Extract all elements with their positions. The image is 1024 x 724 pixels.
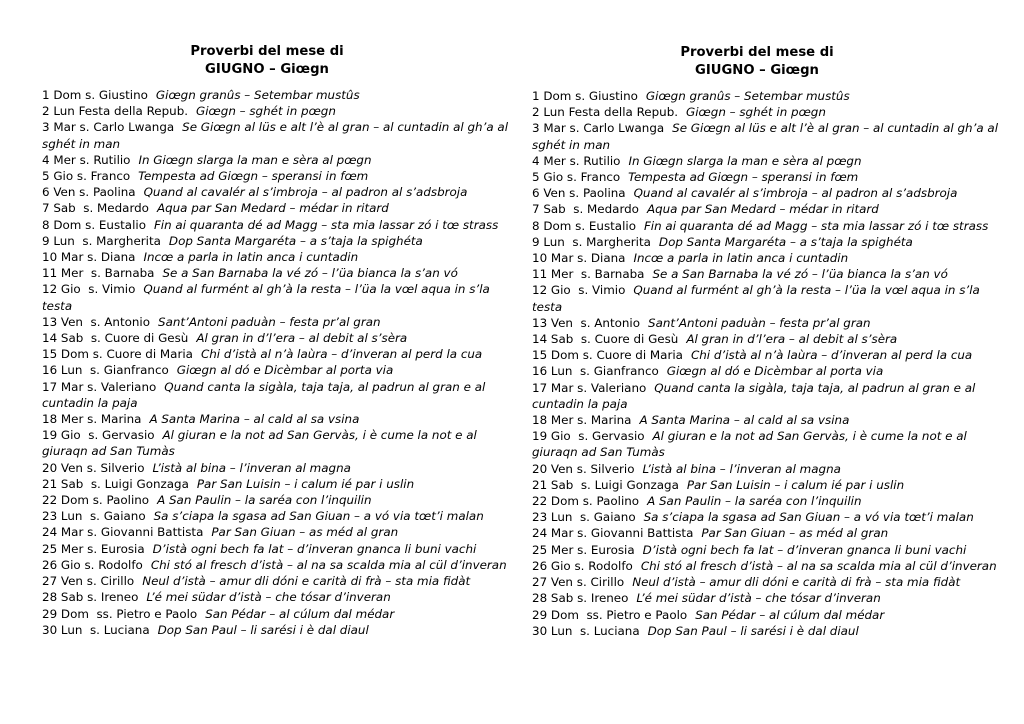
title-line-2: GIUGNO – Giœgn xyxy=(695,63,819,78)
day-label: 12 Gio s. Vimio xyxy=(532,283,626,298)
proverb-entry xyxy=(532,493,1002,509)
proverb-entry xyxy=(42,119,512,151)
day-label: 28 Sab s. Ireneo xyxy=(42,590,139,605)
proverb-entry xyxy=(532,412,1002,428)
day-label: 17 Mar s. Valeriano xyxy=(532,380,647,395)
day-label: 30 Lun s. Luciana xyxy=(532,623,640,638)
day-label: 18 Mer s. Marina xyxy=(532,413,632,428)
proverb-entry xyxy=(42,346,512,362)
proverb-entry xyxy=(532,88,1002,104)
proverb-text: A San Paulin – la saréa con l’inquilin xyxy=(647,494,862,509)
proverb-text: Aqua par San Medard – médar in ritard xyxy=(646,202,879,217)
proverb-entry xyxy=(42,411,512,427)
proverb-text: Giœgn al dó e Dicèmbar al porta via xyxy=(176,363,394,378)
day-label: 25 Mer s. Eurosia xyxy=(42,541,145,556)
proverb-entry xyxy=(532,461,1002,477)
proverb-entry xyxy=(532,558,1002,574)
day-label: 8 Dom s. Eustalio xyxy=(42,217,146,232)
day-label: 25 Mer s. Eurosia xyxy=(532,542,635,557)
day-label: 7 Sab s. Medardo xyxy=(42,201,149,216)
day-label: 21 Sab s. Luigi Gonzaga xyxy=(532,477,679,492)
day-label: 20 Ven s. Silverio xyxy=(42,460,145,475)
day-label: 19 Gio s. Gervasio xyxy=(532,429,645,444)
proverb-text: Par San Giuan – as méd al gran xyxy=(701,526,889,541)
proverb-text: Giœgn granûs – Setembar mustûs xyxy=(645,89,850,103)
proverb-entry xyxy=(532,104,1002,120)
proverb-entry xyxy=(532,509,1002,525)
proverb-text: A Santa Marina – al cald al sa vsina xyxy=(149,412,360,427)
proverb-text: Dop San Paul – li sarési i è dal diaul xyxy=(647,623,859,638)
proverb-entry xyxy=(42,233,512,249)
day-label: 6 Ven s. Paolina xyxy=(532,186,626,201)
proverb-entry xyxy=(532,315,1002,331)
proverb-text: D’istà ogni bech fa lat – d’inveran gnanca li buni vachi xyxy=(642,542,967,557)
proverb-text: Giœgn granûs – Setembar mustûs xyxy=(155,88,360,102)
day-label: 2 Lun Festa della Repub. xyxy=(532,105,679,120)
day-label: 4 Mer s. Rutilio xyxy=(42,152,131,167)
proverb-entry xyxy=(532,590,1002,606)
proverb-entry xyxy=(42,379,512,411)
proverb-entry xyxy=(42,476,512,492)
day-label: 16 Lun s. Gianfranco xyxy=(42,363,169,378)
proverb-entry xyxy=(532,428,1002,460)
proverb-entry xyxy=(532,234,1002,250)
proverb-entry xyxy=(532,542,1002,558)
day-label: 17 Mar s. Valeriano xyxy=(42,379,157,394)
proverb-text: Sant’Antoni paduàn – festa pr’al gran xyxy=(158,314,381,329)
proverb-entry xyxy=(42,524,512,540)
proverb-entry xyxy=(42,103,512,119)
day-label: 3 Mar s. Carlo Lwanga xyxy=(42,120,175,135)
proverb-entry xyxy=(532,169,1002,185)
proverb-text: Sa s’ciapa la sgasa ad San Giuan – a vó via tœt’i malan xyxy=(643,510,974,525)
day-label: 29 Dom ss. Pietro e Paolo xyxy=(532,607,688,622)
proverb-entry xyxy=(532,574,1002,590)
proverb-entry xyxy=(532,282,1002,314)
proverbs-column-left xyxy=(42,43,512,638)
day-label: 11 Mer s. Barnaba xyxy=(42,266,155,281)
proverb-entry xyxy=(42,362,512,378)
proverb-text: Neul d’istà – amur dli dóni e carità di frà – sta mia fidàt xyxy=(142,574,471,589)
title-line-1: Proverbi del mese di xyxy=(680,45,834,60)
proverb-text: Aqua par San Medard – médar in ritard xyxy=(156,201,389,216)
day-label: 23 Lun s. Gaiano xyxy=(532,510,636,525)
proverb-text: L’é mei südar d’istà – che tósar d’inveran xyxy=(636,591,881,606)
proverb-text: Dop Santa Margaréta – a s’taja la spighéta xyxy=(658,234,913,249)
day-label: 5 Gio s. Franco xyxy=(532,170,621,185)
proverb-entry xyxy=(42,622,512,638)
proverb-entry xyxy=(42,87,512,103)
day-label: 22 Dom s. Paolino xyxy=(42,493,150,508)
title-line-1: Proverbi del mese di xyxy=(190,44,344,59)
day-label: 20 Ven s. Silverio xyxy=(532,461,635,476)
proverb-entry xyxy=(532,380,1002,412)
day-label: 14 Sab s. Cuore di Gesù xyxy=(532,332,679,347)
day-label: 1 Dom s. Giustino xyxy=(532,89,638,103)
day-label: 13 Ven s. Antonio xyxy=(42,314,151,329)
day-label: 9 Lun s. Margherita xyxy=(532,234,651,249)
proverb-entry xyxy=(532,120,1002,152)
proverb-entry xyxy=(42,217,512,233)
day-label: 26 Gio s. Rodolfo xyxy=(532,558,633,573)
proverb-text: Dop Santa Margaréta – a s’taja la spighéta xyxy=(168,233,423,248)
proverb-text: Se Giœgn al lüs e alt l’è al gran – al cuntadin al gh’a al sghét in man xyxy=(42,120,509,151)
proverb-text: Par San Luisin – i calum ié par i uslin xyxy=(686,477,905,492)
proverb-text: Quand al furmént al gh’à la resta – l’üa la vœl aqua in s’la testa xyxy=(42,282,490,313)
proverb-text: Quand al cavalér al s’imbroja – al padron al s’adsbroja xyxy=(633,186,958,201)
proverb-text: Sant’Antoni paduàn – festa pr’al gran xyxy=(648,315,871,330)
proverb-text: Giœgn al dó e Dicèmbar al porta via xyxy=(666,364,884,379)
proverb-text: Chi d’istà al n’à laùra – d’inveran al perd la cua xyxy=(690,348,973,363)
entry-list xyxy=(42,87,512,638)
proverb-text: Quand al furmént al gh’à la resta – l’üa la vœl aqua in s’la testa xyxy=(532,283,980,314)
proverb-text: Giœgn – sghét in pœgn xyxy=(686,105,826,120)
proverb-text: In Giœgn slarga la man e sèra al pœgn xyxy=(138,152,372,167)
day-label: 23 Lun s. Gaiano xyxy=(42,509,146,524)
proverb-text: Fin ai quaranta dé ad Magg – sta mia lassar zó i tœ strass xyxy=(643,218,989,233)
day-label: 19 Gio s. Gervasio xyxy=(42,428,155,443)
proverb-text: Sa s’ciapa la sgasa ad San Giuan – a vó via tœt’i malan xyxy=(153,509,484,524)
proverb-entry xyxy=(532,153,1002,169)
proverb-text: Par San Luisin – i calum ié par i uslin xyxy=(196,476,415,491)
proverb-entry xyxy=(42,281,512,313)
proverb-entry xyxy=(532,250,1002,266)
proverb-text: Al giuran e la not ad San Gervàs, i è cume la not e al giuraqn ad San Tumàs xyxy=(42,428,477,459)
day-label: 22 Dom s. Paolino xyxy=(532,494,640,509)
proverb-text: L’é mei südar d’istà – che tósar d’inveran xyxy=(146,590,391,605)
proverb-text: L’istà al bina – l’inveran al magna xyxy=(642,461,841,476)
proverb-entry xyxy=(532,525,1002,541)
proverb-entry xyxy=(42,330,512,346)
proverb-entry xyxy=(42,606,512,622)
proverb-text: Par San Giuan – as méd al gran xyxy=(211,525,399,540)
proverb-entry xyxy=(42,200,512,216)
day-label: 15 Dom s. Cuore di Maria xyxy=(532,348,683,363)
proverb-entry xyxy=(42,152,512,168)
day-label: 28 Sab s. Ireneo xyxy=(532,591,629,606)
proverb-text: A San Paulin – la saréa con l’inquilin xyxy=(157,493,372,508)
day-label: 29 Dom ss. Pietro e Paolo xyxy=(42,606,198,621)
day-label: 13 Ven s. Antonio xyxy=(532,315,641,330)
proverb-text: Quand al cavalér al s’imbroja – al padron al s’adsbroja xyxy=(143,185,468,200)
proverb-text: Al gran in d’l’era – al debit al s’sèra xyxy=(196,331,408,346)
proverb-entry xyxy=(532,363,1002,379)
proverb-text: Se a San Barnaba la vé zó – l’üa bianca la s’an vó xyxy=(652,267,948,282)
proverb-text: Tempesta ad Giœgn – speransi in fœm xyxy=(138,169,369,184)
day-label: 27 Ven s. Cirillo xyxy=(532,575,625,590)
proverb-text: In Giœgn slarga la man e sèra al pœgn xyxy=(628,153,862,168)
proverb-text: Dop San Paul – li sarési i è dal diaul xyxy=(157,622,369,637)
day-label: 12 Gio s. Vimio xyxy=(42,282,136,297)
proverb-text: Al giuran e la not ad San Gervàs, i è cume la not e al giuraqn ad San Tumàs xyxy=(532,429,967,460)
day-label: 27 Ven s. Cirillo xyxy=(42,574,135,589)
proverb-entry xyxy=(532,201,1002,217)
proverb-text: Neul d’istà – amur dli dóni e carità di frà – sta mia fidàt xyxy=(632,575,961,590)
proverb-text: Giœgn – sghét in pœgn xyxy=(196,104,336,119)
day-label: 24 Mar s. Giovanni Battista xyxy=(532,526,694,541)
proverb-text: Fin ai quaranta dé ad Magg – sta mia lassar zó i tœ strass xyxy=(153,217,499,232)
proverb-entry xyxy=(532,623,1002,639)
title-line-2: GIUGNO – Giœgn xyxy=(205,62,329,77)
proverb-entry xyxy=(532,331,1002,347)
day-label: 6 Ven s. Paolina xyxy=(42,185,136,200)
proverb-text: Incœ a parla in latin anca i cuntadin xyxy=(633,251,849,266)
proverb-text: A Santa Marina – al cald al sa vsina xyxy=(639,413,850,428)
proverb-entry xyxy=(532,185,1002,201)
proverb-entry xyxy=(42,508,512,524)
day-label: 11 Mer s. Barnaba xyxy=(532,267,645,282)
proverb-entry xyxy=(42,492,512,508)
proverb-entry xyxy=(42,557,512,573)
proverb-text: Incœ a parla in latin anca i cuntadin xyxy=(143,250,359,265)
day-label: 10 Mar s. Diana xyxy=(42,250,136,265)
day-label: 9 Lun s. Margherita xyxy=(42,233,161,248)
column-title xyxy=(42,43,492,79)
proverb-entry xyxy=(42,573,512,589)
proverb-entry xyxy=(42,460,512,476)
proverb-text: Chi stó al fresch d’istà – al na sa scalda mia al cül d’inveran xyxy=(640,558,997,573)
proverb-entry xyxy=(532,477,1002,493)
day-label: 30 Lun s. Luciana xyxy=(42,622,150,637)
proverb-entry xyxy=(42,541,512,557)
proverb-text: Quand canta la sigàla, taja taja, al padrun al gran e al cuntadin la paja xyxy=(42,379,486,410)
proverb-entry xyxy=(42,265,512,281)
proverb-entry xyxy=(42,184,512,200)
proverb-text: Chi d’istà al n’à laùra – d’inveran al perd la cua xyxy=(200,347,483,362)
proverb-text: Se Giœgn al lüs e alt l’è al gran – al cuntadin al gh’a al sghét in man xyxy=(532,121,999,152)
day-label: 5 Gio s. Franco xyxy=(42,169,131,184)
day-label: 16 Lun s. Gianfranco xyxy=(532,364,659,379)
proverb-text: D’istà ogni bech fa lat – d’inveran gnanca li buni vachi xyxy=(152,541,477,556)
proverb-entry xyxy=(42,249,512,265)
proverb-text: San Pédar – al cúlum dal médar xyxy=(205,606,395,621)
entry-list xyxy=(532,88,1002,639)
proverb-text: Al gran in d’l’era – al debit al s’sèra xyxy=(686,332,898,347)
day-label: 26 Gio s. Rodolfo xyxy=(42,557,143,572)
column-title xyxy=(532,44,982,80)
proverb-entry xyxy=(532,266,1002,282)
day-label: 1 Dom s. Giustino xyxy=(42,88,148,102)
day-label: 4 Mer s. Rutilio xyxy=(532,153,621,168)
proverb-text: Tempesta ad Giœgn – speransi in fœm xyxy=(628,170,859,185)
proverb-entry xyxy=(532,218,1002,234)
day-label: 8 Dom s. Eustalio xyxy=(532,218,636,233)
proverb-text: Se a San Barnaba la vé zó – l’üa bianca la s’an vó xyxy=(162,266,458,281)
proverb-text: L’istà al bina – l’inveran al magna xyxy=(152,460,351,475)
proverb-text: Quand canta la sigàla, taja taja, al padrun al gran e al cuntadin la paja xyxy=(532,380,976,411)
day-label: 10 Mar s. Diana xyxy=(532,251,626,266)
proverb-entry xyxy=(42,314,512,330)
day-label: 18 Mer s. Marina xyxy=(42,412,142,427)
proverb-entry xyxy=(42,589,512,605)
day-label: 3 Mar s. Carlo Lwanga xyxy=(532,121,665,136)
day-label: 2 Lun Festa della Repub. xyxy=(42,104,189,119)
day-label: 14 Sab s. Cuore di Gesù xyxy=(42,331,189,346)
proverb-entry xyxy=(42,427,512,459)
proverb-text: San Pédar – al cúlum dal médar xyxy=(695,607,885,622)
proverb-text: Chi stó al fresch d’istà – al na sa scalda mia al cül d’inveran xyxy=(150,557,507,572)
day-label: 21 Sab s. Luigi Gonzaga xyxy=(42,476,189,491)
day-label: 24 Mar s. Giovanni Battista xyxy=(42,525,204,540)
day-label: 15 Dom s. Cuore di Maria xyxy=(42,347,193,362)
proverb-entry xyxy=(42,168,512,184)
proverb-entry xyxy=(532,347,1002,363)
proverbs-column-right xyxy=(532,44,1002,639)
day-label: 7 Sab s. Medardo xyxy=(532,202,639,217)
proverb-entry xyxy=(532,607,1002,623)
